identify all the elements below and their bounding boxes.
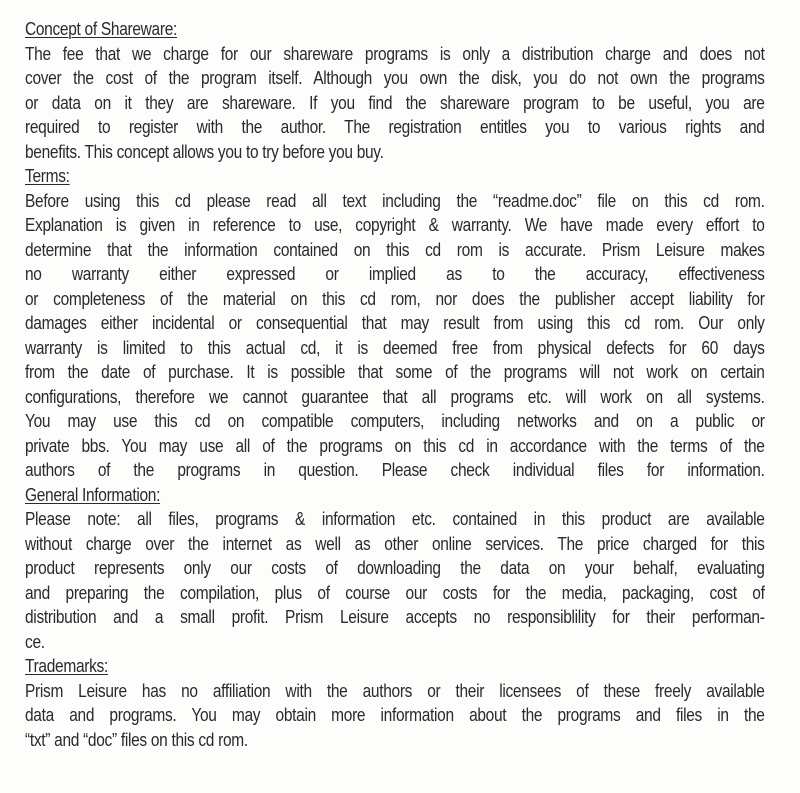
body-line: or completeness of the material on this cd rom, nor does the publisher accept liability for (25, 288, 765, 309)
body-line: from the date of purchase. It is possible that some of the programs will not work on certain (25, 362, 765, 382)
document-page (25, 17, 765, 752)
body-line: Please note: all files, programs & information etc. contained in this product are available (25, 509, 765, 529)
section-heading-trademarks: Trademarks: (25, 656, 109, 676)
body-line: and preparing the compilation, plus of course our costs for the media, packaging, cost of (25, 582, 765, 603)
body-line: ce. (25, 631, 45, 652)
body-line: damages either incidental or consequential that may result from using this cd rom. Our only (25, 313, 765, 333)
body-line: without charge over the internet as well as other online services. The price charged for this (25, 533, 765, 554)
body-line: warranty is limited to this actual cd, it is deemed free from physical defects for 60 days (25, 337, 765, 358)
body-line: benefits. This concept allows you to try before you buy. (25, 141, 384, 162)
body-line: data and programs. You may obtain more information about the programs and files in the (25, 705, 765, 725)
body-line: no warranty either expressed or implied as to the accuracy, effectiveness (25, 264, 765, 284)
section-heading-general-information: General Information: (25, 484, 161, 505)
section-heading-concept-of-shareware: Concept of Shareware: (25, 19, 178, 39)
body-line: “txt” and “doc” files on this cd rom. (25, 729, 248, 750)
body-line: Prism Leisure has no affiliation with the authors or their licensees of these freely available (25, 680, 765, 701)
body-line: Explanation is given in reference to use, copyright & warranty. We have made every effort to (25, 215, 765, 235)
body-line: product represents only our costs of downloading the data on your behalf, evaluating (25, 558, 765, 578)
body-line: cover the cost of the program itself. Although you own the disk, you do not own the programs (25, 68, 765, 88)
body-line: configurations, therefore we cannot guarantee that all programs etc. will work on all systems. (25, 386, 765, 407)
body-line: determine that the information contained on this cd rom is accurate. Prism Leisure makes (25, 239, 765, 260)
section-heading-terms: Terms: (25, 166, 70, 186)
body-line: Before using this cd please read all text including the “readme.doc” file on this cd rom. (25, 190, 765, 211)
body-line: or data on it they are shareware. If you find the shareware program to be useful, you are (25, 92, 765, 113)
body-line: required to register with the author. The registration entitles you to various rights and (25, 117, 765, 137)
body-line: authors of the programs in question. Please check individual files for information. (25, 460, 765, 480)
body-line: The fee that we charge for our shareware programs is only a distribution charge and does not (25, 43, 765, 64)
body-line: You may use this cd on compatible computers, including networks and on a public or (25, 411, 765, 431)
body-line: private bbs. You may use all of the programs on this cd in accordance with the terms of the (25, 435, 765, 456)
body-line: distribution and a small profit. Prism Leisure accepts no responsiblility for their performan- (25, 607, 765, 627)
